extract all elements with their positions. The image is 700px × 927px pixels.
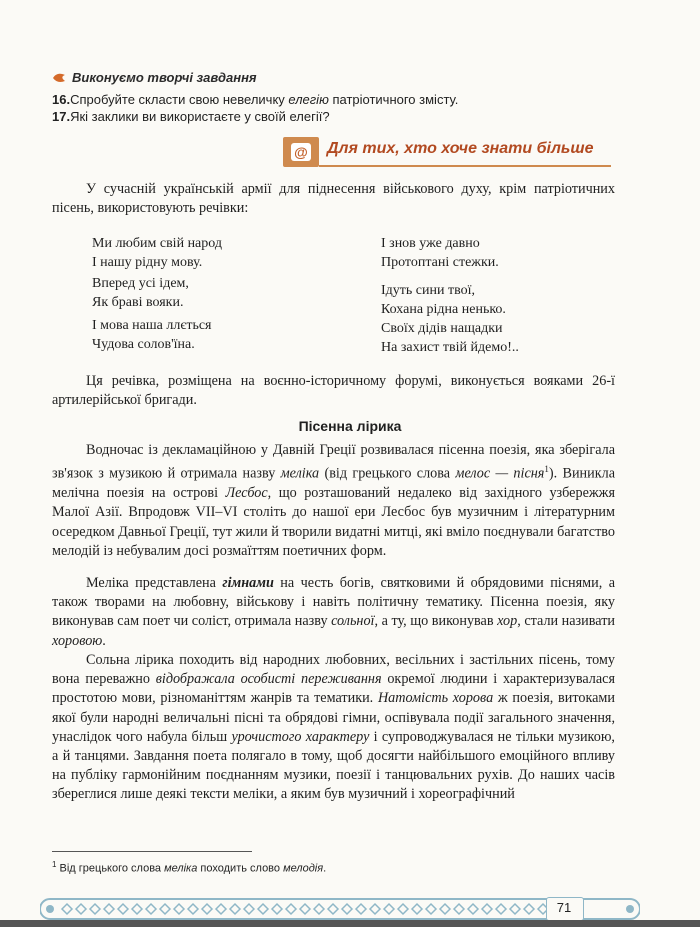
ornament-motif [356, 904, 366, 914]
leaf-ornament-icon [52, 72, 66, 84]
ornament-motif [146, 904, 156, 914]
ornament-motif [342, 904, 352, 914]
ornament-motif [384, 904, 394, 914]
footnote-divider [52, 851, 252, 852]
after-poem-paragraph: Ця речівка, розміщена на воєнно-історичному форумі, виконується вояками 26-ї артилерійської бригади. [52, 373, 615, 409]
ornament-motif [258, 904, 268, 914]
ornament-motif [286, 904, 296, 914]
poem-line: Протоптані стежки. [381, 255, 499, 270]
poem-line: Вперед усі ідем, [92, 276, 189, 291]
paragraph-3: Сольна лірика походить від народних любовних, весільних і застільних пісень, тому вона переважно відображала особисті переживання окремої людини і характеризувалася простотою мови, різноманіттям жанрів та тематики. Натомість хорова ж поезія, витоками якої були народні величальні пісні та обрядові гімни, оспівувала події загального значення, унаслідок чого набула більш урочистого характеру і супроводжувалася не тільки музикою, а й танцями. Завдання поета полягало в тому, щоб досягти найбільшого емоційного впливу на публіку гармонійним поєднанням музики, поезії і танцювальних рухів. До наших часів збереглися лише деякі тексти меліки, а яким був музичний і хореографічний [52, 652, 615, 803]
ornament-motif [412, 904, 422, 914]
ornament-motif [468, 904, 478, 914]
ornament-motif [118, 904, 128, 914]
page-number: 71 [556, 900, 572, 915]
ornament-motif [300, 904, 310, 914]
poem-line: Як браві вояки. [92, 295, 184, 310]
question-16: 16.Спробуйте скласти свою невеличку елегію патріотичного змісту. [52, 92, 459, 107]
ornament-motif [482, 904, 492, 914]
ornament-motif [426, 904, 436, 914]
ornament-motif [174, 904, 184, 914]
more-info-banner [283, 135, 613, 169]
ornament-motif [440, 904, 450, 914]
section-title: Пісенна лірика [298, 418, 402, 434]
ornament-motif [314, 904, 324, 914]
paragraph-2: Меліка представлена гімнами на честь богів, святковими й обрядовими піснями, а також творами на любовну, військову і навіть політичну тематику. Пісенна поезія, яку виконував сам поет чи соліст, отримала назву сольної, а ту, що виконував хор, стали називати хоровою. [52, 575, 616, 649]
intro-paragraph: У сучасній українській армії для піднесення військового духу, крім патріотичних пісень, використовують речівки: [52, 181, 615, 217]
ornament-motif [398, 904, 408, 914]
poem-line: Кохана рідна ненько. [381, 302, 506, 317]
banner-title: Для тих, хто хоче знати більше [327, 140, 594, 157]
poem-right [381, 234, 519, 357]
ornament-motif [370, 904, 380, 914]
ornament-motif [132, 904, 142, 914]
poem-line: На захист твій йдемо!.. [381, 340, 519, 355]
ornament-motif [62, 904, 72, 914]
task-header [52, 70, 257, 85]
task-header-text: Виконуємо творчі завдання [72, 70, 257, 85]
ornament-motif [188, 904, 198, 914]
question-17: 17.Які заклики ви використаєте у своїй елегії? [52, 109, 330, 124]
ornament-motif [244, 904, 254, 914]
poem-line: Ідуть сини твої, [381, 283, 476, 298]
ornament-motif [510, 904, 520, 914]
ornament-motif [328, 904, 338, 914]
poem-line: І мова наша ллється [92, 318, 212, 333]
ornament-motif [272, 904, 282, 914]
ornament-motif [160, 904, 170, 914]
poem-left [92, 234, 222, 354]
poem-line: І знов уже давно [381, 236, 480, 251]
poem-line: І нашу рідну мову. [92, 255, 203, 270]
at-icon: @ [291, 143, 311, 161]
ornament-motif [230, 904, 240, 914]
ornament-motif [524, 904, 534, 914]
ornament-motif [216, 904, 226, 914]
footnote: $^1$ Від грецького слова меліка походить слово мелодія. [52, 860, 327, 875]
ornament-motif [454, 904, 464, 914]
poem-line: Ми любим свій народ [92, 236, 222, 251]
ornament-motif [496, 904, 506, 914]
poem-line: Своїх дідів нащадки [381, 321, 503, 336]
bottom-band [0, 920, 700, 927]
ornament-motif [90, 904, 100, 914]
paragraph-1: Водночас із декламаційною у Давній Греції розвивалася пісенна поезія, яка зберігала зв'язок з музикою й отримала назву меліка (від грецького слова мелос — пісня$^1$). Виникла мелічна поезія на острові Лесбос, що розташований недалеко від західного узбережжя Малої Азії. Впродовж VII–VI століть до нашої ери Лесбос був музичним і літературним осередком Давньої Греції, тут жили й творили видатні митці, які вміло поєднували багатство мелодій із небувалим досі розмаїттям поетичних форм. [52, 442, 615, 559]
poem-line: Чудова солов'їна. [92, 337, 195, 352]
ornament-motif [202, 904, 212, 914]
ornament-motif [76, 904, 86, 914]
ornament-motif [104, 904, 114, 914]
